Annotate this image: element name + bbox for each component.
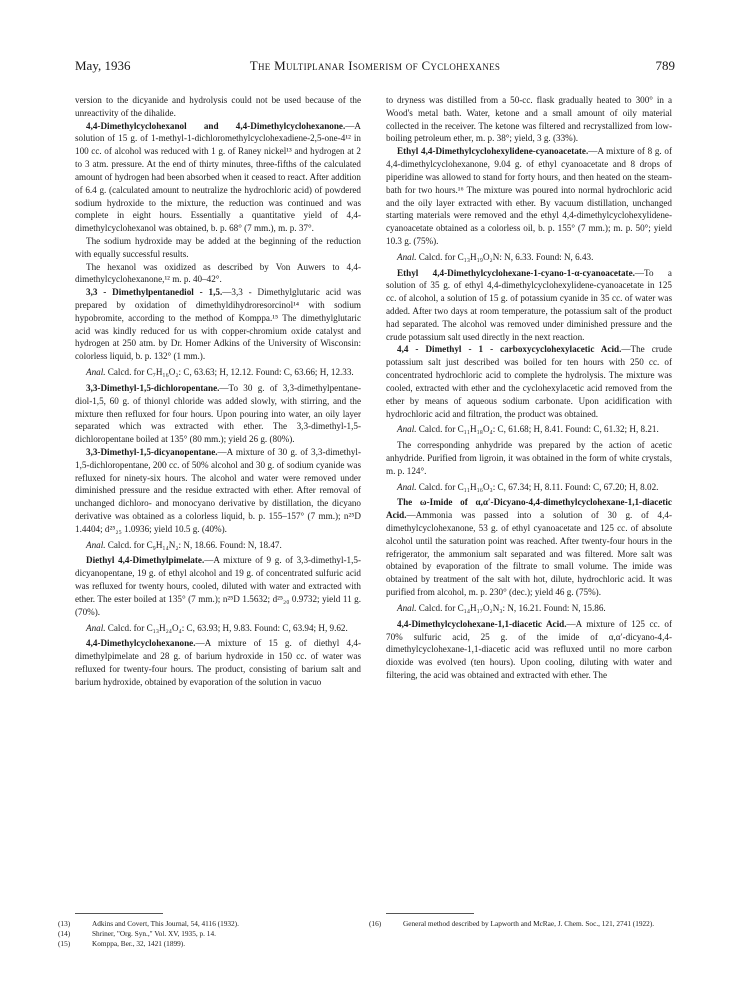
analysis-label: Anal.	[397, 424, 417, 435]
footnote-number: (15)	[58, 939, 71, 949]
paragraph-text: —Ammonia was passed into a solution of 30 g. of 4,4-dimethylcyclohexanone, 53 g. of ethyl cyanoacetate and 125 cc. of absolute alcohol until the saturation point was reached. After twenty-four hours in the refrigerator, the ammonium salt separated and was filtered. More salt was obtained by evaporation of the filtrate to small volume. The imide was obtained by treatment of the salt with hot, dilute, hydrochloric acid. It was purified from alcohol, m. p. 230° (dec.); yield 46 g. (75%).	[386, 510, 672, 598]
paragraph-text: —A mixture of 125 cc. of 70% sulfuric acid, 25 g. of the imide of α,α′-dicyano-4,4-dimethylcyclohexane-1,1-diacetic acid was refluxed until no more carbon dioxide was evolved (ten hours). Upon cooling, diluting with water and filtering, the acid was obtained and extracted with ether. The	[386, 618, 672, 680]
paragraph	[386, 496, 672, 599]
footnote-text: General method described by Lapworth and McRae, J. Chem. Soc., 121, 2741 (1922).	[403, 919, 655, 928]
analysis-label: Anal.	[86, 539, 106, 550]
analysis-label: Anal.	[397, 481, 417, 492]
header-title: The Multiplanar Isomerism of Cyclohexanes	[249, 58, 501, 73]
paragraph	[75, 261, 361, 287]
section-heading: 3,3-Dimethyl-1,5-dicyanopentane.	[86, 446, 218, 457]
left-column	[75, 94, 361, 689]
paragraph	[386, 94, 672, 145]
section-heading: 4,4-Dimethylcyclohexanone.	[86, 638, 196, 649]
running-header	[75, 58, 675, 74]
paragraph	[386, 343, 672, 420]
footnote	[58, 929, 361, 939]
analysis-label: Anal.	[397, 251, 417, 262]
header-date: May, 1936	[75, 58, 131, 73]
paragraph	[386, 618, 672, 682]
paragraph	[75, 382, 361, 446]
paragraph-text: Calcd. for C₁₃H₂₄O₄: C, 63.93; H, 9.83. Found: C, 63.94; H, 9.62.	[105, 622, 348, 633]
paragraph-text: Calcd. for C₁₄H₁₇O₂N₃: N, 16.21. Found: N, 15.86.	[416, 602, 606, 613]
footnote-text: Shriner, "Org. Syn.," Vol. XV, 1935, p. 14.	[92, 929, 216, 939]
paragraph-text: The corresponding anhydride was prepared by the action of acetic anhydride. Purified from ligroin, it was obtained in the form of white crystals, m. p. 124°.	[386, 440, 672, 476]
analysis-label: Anal.	[397, 602, 417, 613]
section-heading: 4,4-Dimethylcyclohexanol and 4,4-Dimethylcyclohexanone.	[86, 120, 346, 131]
paragraph-text: Calcd. for C₁₁H₁₈O₄: C, 61.68; H, 8.41. Found: C, 61.32; H, 8.21.	[416, 424, 659, 435]
paragraph-text: Calcd. for C₉H₁₄N₂: N, 18.66. Found: N, 18.47.	[105, 539, 282, 550]
paragraph	[386, 602, 672, 615]
section-heading: Ethyl 4,4-Dimethylcyclohexane-1-cyano-1-α-cyanoacetate.	[397, 267, 635, 278]
footnote-number: (16)	[369, 919, 382, 928]
paragraph-text: Calcd. for C₇H₁₆O₂: C, 63.63; H, 12.12. Found: C, 63.66; H, 12.33.	[105, 367, 354, 378]
paragraph	[75, 94, 361, 120]
paragraph-text: The hexanol was oxidized as described by Von Auwers to 4,4-dimethylcyclohexanone,¹² m. p. 40–42°.	[75, 261, 361, 285]
paragraph	[386, 423, 672, 436]
paragraph-text: —To 30 g. of 3,3-dimethylpentane-diol-1,5, 60 g. of thionyl chloride was added slowly, with stirring, and the mixture then refluxed for four hours. Upon pouring into water, an oily layer separated which was extracted with ether. The 3,3-dimethyl-1,5-dichloropentane boiled at 135° (80 mm.); yield 26 g. (80%).	[75, 382, 361, 445]
footnotes-left	[58, 919, 361, 950]
analysis-label: Anal.	[86, 622, 106, 633]
paragraph-text: version to the dicyanide and hydrolysis could not be used because of the unreactivity of the dihalide.	[75, 95, 361, 118]
paragraph-text: —To a solution of 35 g. of ethyl 4,4-dimethylcyclohexylidene-cyanoacetate in 125 cc. of alcohol, a solution of 15 g. of potassium cyanide in 35 cc. of water was added. After two days at room temperature, the potassium salt of the product had separated. The alcohol was removed under diminished pressure and the crude potassium salt used directly in the next reaction.	[386, 267, 672, 342]
analysis-label: Anal.	[86, 367, 106, 378]
section-heading: 4,4-Dimethylcyclohexane-1,1-diacetic Acid.	[397, 618, 567, 629]
paragraph	[75, 446, 361, 536]
paragraph	[75, 235, 361, 261]
footnote	[369, 919, 672, 929]
section-heading: Ethyl 4,4-Dimethylcyclohexylidene-cyanoacetate.	[397, 146, 589, 157]
footnote	[58, 919, 361, 929]
paragraph	[386, 267, 672, 344]
paragraph	[75, 637, 361, 688]
footnote-text: Adkins and Covert, This Journal, 54, 4116 (1932).	[92, 919, 239, 928]
paragraph	[75, 286, 361, 363]
footnote-rule-right	[386, 913, 474, 914]
footnotes-right	[369, 919, 672, 929]
section-heading: The ω-Imide of α,α′-Dicyano-4,4-dimethylcyclohexane-1,1-diacetic Acid.	[386, 497, 672, 521]
paragraph	[75, 120, 361, 235]
paragraph-text: Calcd. for C₁₃H₁₉O₂N: N, 6.33. Found: N, 6.43.	[416, 251, 594, 262]
paragraph-text: —The crude potassium salt just described was boiled for ten hours with 250 cc. of concentrated hydrochloric acid to complete the hydrolysis. The mixture was cooled, extracted with ether and the cyclohexylacetic acid removed from the ether by means of aqueous sodium carbonate. Upon acidification with hydrochloric acid and filtration, the product was obtained.	[386, 344, 673, 419]
right-column	[386, 94, 672, 682]
paragraph	[75, 622, 361, 635]
footnote-text: Komppa, Ber., 32, 1421 (1899).	[92, 939, 186, 949]
paragraph	[75, 554, 361, 618]
paragraph	[75, 539, 361, 552]
paragraph-text: —A mixture of 30 g. of 3,3-dimethyl-1,5-dichloropentane, 200 cc. of 50% alcohol and 30 g. of sodium cyanide was refluxed for ninety-six hours. The alcohol and water were removed under diminished pressure and the residue extracted with ether. After removal of unchanged dichloro- and monocyano derivative by distillation, the dicyano derivative was obtained as a colorless liquid, b. p. 155–157° (7 mm.); n²⁵D 1.4404; d²⁵₂₅ 1.0936; yield 10.5 g. (40%).	[75, 446, 361, 534]
paragraph-text: to dryness was distilled from a 50-cc. flask gradually heated to 300° in a Wood's metal bath. Water, ketone and a small amount of oily material collected in the receiver. The ketone was filtered and recrystallized from low-boiling petroleum ether, m. p. 38°; yield, 3 g. (33%).	[386, 95, 672, 144]
paragraph-text: The sodium hydroxide may be added at the beginning of the reduction with equally successful results.	[75, 235, 361, 259]
paragraph-text: —3,3 - Dimethylglutaric acid was prepared by oxidation of dimethyldihydroresorcinol¹⁴ with sodium hypobromite, according to the method of Komppa.¹⁵ The dimethylglutaric acid was kindly reduced for us with copper-chromium oxide catalyst and hydrogen at 250 atm. by Dr. Homer Adkins of the University of Wisconsin: colorless liquid, b. p. 132° (1 mm.).	[75, 287, 361, 362]
page-number: 789	[655, 58, 675, 73]
footnote	[58, 939, 361, 949]
paragraph-text: Calcd. for C₁₁H₁₆O₃: C, 67.34; H, 8.11. Found: C, 67.20; H, 8.02.	[416, 481, 659, 492]
section-heading: 4,4 - Dimethyl - 1 - carboxycyclohexylacetic Acid.	[397, 344, 622, 355]
footnote-number: (13)	[58, 919, 71, 928]
paragraph-text: —A mixture of 15 g. of diethyl 4,4-dimethylpimelate and 28 g. of barium hydroxide in 150 cc. of water was refluxed for twenty-four hours. The product, consisting of barium salt and barium hydroxide, obtained by evaporation of the solution in vacuo	[75, 638, 361, 687]
section-heading: 3,3-Dimethyl-1,5-dichloropentane.	[86, 382, 220, 393]
section-heading: Diethyl 4,4-Dimethylpimelate.	[86, 555, 205, 566]
section-heading: 3,3 - Dimethylpentanediol - 1,5.	[86, 287, 223, 298]
paragraph	[386, 251, 672, 264]
paragraph	[386, 439, 672, 477]
paragraph	[386, 145, 672, 248]
footnote-rule-left	[75, 913, 163, 914]
paragraph	[386, 481, 672, 494]
footnote-number: (14)	[58, 929, 71, 939]
paragraph	[75, 366, 361, 379]
paragraph-text: —A mixture of 9 g. of 3,3-dimethyl-1,5-dicyanopentane, 19 g. of ethyl alcohol and 19 g. of concentrated sulfuric acid was refluxed for twenty hours, cooled, diluted with water and extracted with ether. The ester boiled at 135° (7 mm.); n²⁵D 1.5632; d²⁵₂₀ 0.9732; yield 11 g. (70%).	[75, 555, 361, 617]
paragraph-text: —A solution of 15 g. of 1-methyl-1-dichloromethylcyclohexadiene-2,5-one-4¹² in 100 cc. of alcohol was reduced with 1 g. of Raney nickel¹³ and hydrogen at 2 to 3 atm. pressure. At the end of thirty minutes, three-fifths of the calculated amount of hydrogen had been absorbed when it ceased to react. After addition of 6.4 g. (calculated amount to neutralize the hydrochloric acid) of powdered sodium hydroxide to the mixture, the reduction was continued and was complete in eight hours. Essentially a quantitative yield of 4,4-dimethylcyclohexanol was obtained, b. p. 68° (7 mm.), m. p. 37°.	[75, 120, 361, 234]
paragraph-text: —A mixture of 8 g. of 4,4-dimethylcyclohexanone, 9.04 g. of ethyl cyanoacetate and 8 drops of piperidine was allowed to stand for forty hours, and then heated on the steam-bath for two hours.¹⁶ The mixture was poured into normal hydrochloric acid and the oily layer extracted with ether. By vacuum distillation, unchanged starting materials were removed and the ethyl 4,4-dimethylcyclohexylidene-cyanoacetate obtained as a colorless oil, b. p. 155° (7 mm.); m. p. 50°; yield 10.3 g. (75%).	[386, 146, 673, 246]
